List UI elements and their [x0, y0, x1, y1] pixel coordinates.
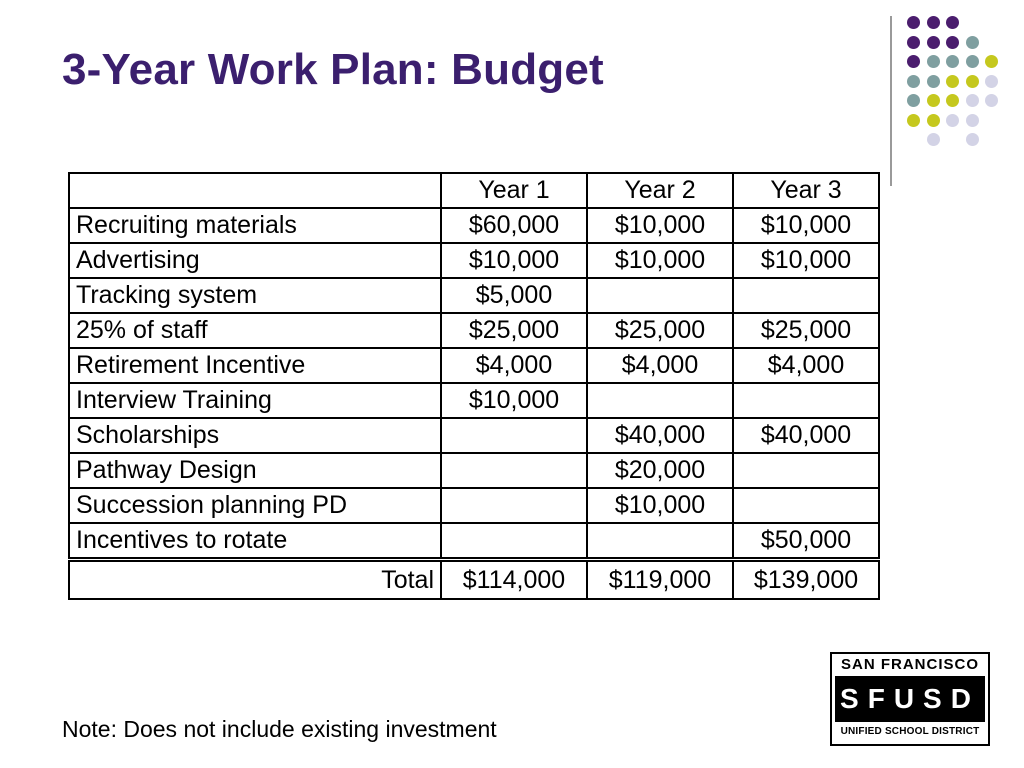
row-label: Scholarships — [69, 418, 441, 453]
total-label: Total — [69, 560, 441, 600]
table-cell — [733, 383, 879, 418]
slide-title: 3-Year Work Plan: Budget — [62, 45, 604, 94]
row-label: Recruiting materials — [69, 208, 441, 243]
row-label: Incentives to rotate — [69, 523, 441, 560]
table-cell — [441, 488, 587, 523]
header-cell — [69, 173, 441, 208]
decorative-dot — [907, 16, 920, 29]
row-label: Retirement Incentive — [69, 348, 441, 383]
decorative-dot — [946, 36, 959, 49]
footnote: Note: Does not include existing investment — [62, 716, 497, 742]
table-cell — [441, 418, 587, 453]
table-cell — [587, 278, 733, 313]
table-cell — [733, 453, 879, 488]
decorative-dot — [966, 75, 979, 88]
total-cell: $119,000 — [587, 560, 733, 600]
table-cell: $40,000 — [733, 418, 879, 453]
table-row — [69, 453, 879, 488]
table-cell — [733, 488, 879, 523]
table-cell: $60,000 — [441, 208, 587, 243]
table-cell: $10,000 — [441, 383, 587, 418]
table-cell: $25,000 — [441, 313, 587, 348]
table-cell: $5,000 — [441, 278, 587, 313]
row-label: Interview Training — [69, 383, 441, 418]
table-cell — [587, 523, 733, 560]
decorative-dot — [927, 55, 940, 68]
table-row — [69, 523, 879, 560]
table-cell — [587, 383, 733, 418]
table-cell: $40,000 — [587, 418, 733, 453]
decorative-dot — [985, 75, 998, 88]
table-cell: $25,000 — [587, 313, 733, 348]
row-label: Pathway Design — [69, 453, 441, 488]
table-cell: $50,000 — [733, 523, 879, 560]
table-row — [69, 208, 879, 243]
decorative-dot — [946, 94, 959, 107]
table-cell: $10,000 — [733, 243, 879, 278]
decorative-dot — [946, 55, 959, 68]
decorative-dot — [966, 55, 979, 68]
decorative-dot — [927, 75, 940, 88]
table-cell — [441, 453, 587, 488]
logo-line-top: SAN FRANCISCO — [840, 656, 979, 673]
row-label: Tracking system — [69, 278, 441, 313]
header-cell: Year 3 — [733, 173, 879, 208]
table-row — [69, 383, 879, 418]
table-row — [69, 278, 879, 313]
decorative-dot — [966, 94, 979, 107]
table-cell: $20,000 — [587, 453, 733, 488]
decorative-dot — [985, 94, 998, 107]
table-cell: $10,000 — [587, 243, 733, 278]
table-header-row — [69, 173, 879, 208]
decorative-dot — [907, 55, 920, 68]
total-row — [69, 560, 879, 600]
table-cell — [733, 278, 879, 313]
decorative-dot — [907, 36, 920, 49]
budget-table — [68, 172, 880, 600]
table-cell: $10,000 — [587, 208, 733, 243]
table-row — [69, 348, 879, 383]
decorative-dot — [927, 16, 940, 29]
row-label: 25% of staff — [69, 313, 441, 348]
table-cell: $10,000 — [441, 243, 587, 278]
table-cell — [441, 523, 587, 560]
logo-line-bottom: UNIFIED SCHOOL DISTRICT — [840, 726, 980, 737]
header-cell: Year 2 — [587, 173, 733, 208]
decorative-dot — [907, 75, 920, 88]
decorative-dot — [946, 75, 959, 88]
decorative-dot — [927, 114, 940, 127]
decorative-dot — [946, 114, 959, 127]
decorative-dot — [966, 36, 979, 49]
table-row — [69, 488, 879, 523]
total-cell: $139,000 — [733, 560, 879, 600]
row-label: Succession planning PD — [69, 488, 441, 523]
decorative-dot — [946, 16, 959, 29]
table-row — [69, 243, 879, 278]
decorative-dot — [966, 133, 979, 146]
decorative-dot — [927, 36, 940, 49]
table-cell: $4,000 — [733, 348, 879, 383]
table-cell: $4,000 — [441, 348, 587, 383]
logo-line-main: SFUSD — [835, 676, 985, 722]
sfusd-logo — [830, 652, 990, 746]
table-cell: $10,000 — [587, 488, 733, 523]
row-label: Advertising — [69, 243, 441, 278]
table-row — [69, 418, 879, 453]
decorative-dot — [927, 94, 940, 107]
header-cell: Year 1 — [441, 173, 587, 208]
total-cell: $114,000 — [441, 560, 587, 600]
decorative-dot — [927, 133, 940, 146]
decorative-dot — [907, 94, 920, 107]
divider-line — [890, 16, 892, 186]
decorative-dot — [966, 114, 979, 127]
table-row — [69, 313, 879, 348]
table-cell: $25,000 — [733, 313, 879, 348]
decorative-dot — [985, 55, 998, 68]
table-cell: $4,000 — [587, 348, 733, 383]
decorative-dot-grid — [0, 0, 1024, 200]
decorative-dot — [907, 114, 920, 127]
table-cell: $10,000 — [733, 208, 879, 243]
